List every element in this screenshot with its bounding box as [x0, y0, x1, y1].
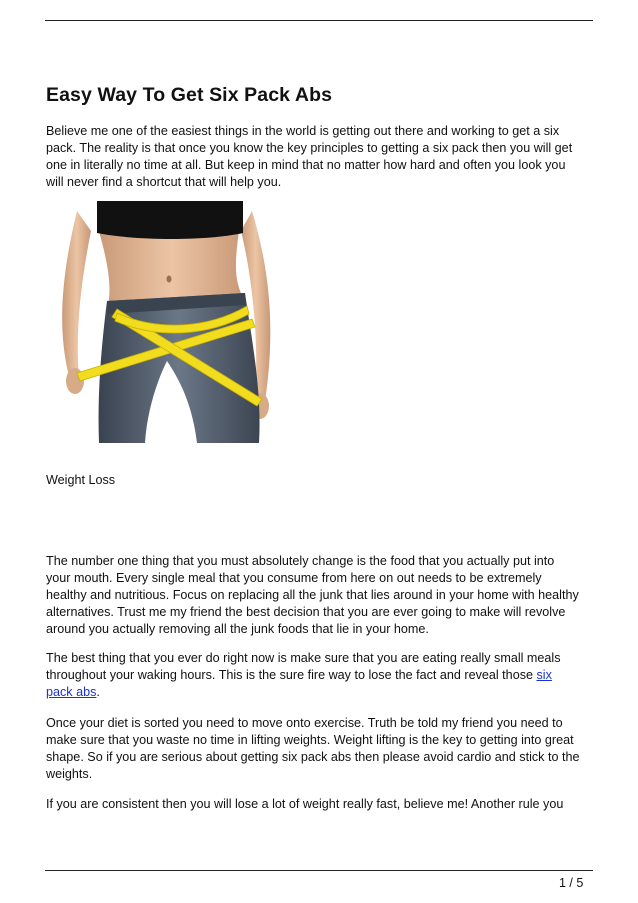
footer-rule — [45, 870, 593, 871]
article-title: Easy Way To Get Six Pack Abs — [46, 84, 333, 106]
text-segment: throughout your waking hours. This is the sure fire way to lose the fact and reveal those — [46, 668, 537, 682]
text-line: alternatives. Trust me my friend the best decision that you are ever going to make will revolve — [46, 605, 566, 619]
text-line: The best thing that you ever do right now is make sure that you are eating really small meals — [46, 651, 561, 665]
text-line: make sure that you waste no time in lifting weights. Weight lifting is the key to getting into great — [46, 733, 574, 747]
text-line: around you actually removing all the junk foods that lie in your home. — [46, 622, 429, 636]
page-number: 1 / 5 — [559, 876, 584, 890]
text-line: your mouth. Every single meal that you consume from here on out needs to be extremely — [46, 571, 542, 585]
diet-paragraph — [46, 553, 594, 638]
text-line — [46, 667, 594, 684]
consistency-paragraph — [46, 796, 594, 813]
text-line: The number one thing that you must absolutely change is the food that you actually put into — [46, 554, 555, 568]
small-meals-paragraph — [46, 650, 594, 701]
six-pack-abs-link-continued[interactable]: pack abs — [46, 685, 97, 699]
text-line: pack. The reality is that once you know the key principles to getting a six pack then you will get — [46, 141, 573, 155]
abs-measuring-tape-photo — [47, 201, 305, 443]
image-caption: Weight Loss — [46, 473, 116, 487]
header-rule — [45, 20, 593, 21]
text-line: healthy and nutritious. Focus on replacing all the junk that lies around in your home with healthy — [46, 588, 579, 602]
text-line: weights. — [46, 767, 93, 781]
exercise-paragraph — [46, 715, 594, 783]
text-line: will never find a shortcut that will help you. — [46, 175, 282, 189]
six-pack-abs-link[interactable]: six — [536, 668, 552, 682]
text-line: shape. So if you are serious about getting six pack abs then please avoid cardio and stick to the — [46, 750, 580, 764]
text-line: Once your diet is sorted you need to move onto exercise. Truth be told my friend you need to — [46, 716, 563, 730]
text-line — [46, 684, 594, 701]
text-line: one in literally no time at all. But keep in mind that no matter how hard and often you look you — [46, 158, 566, 172]
text-line: Believe me one of the easiest things in the world is getting out there and working to get a six — [46, 124, 560, 138]
text-segment: . — [96, 685, 100, 699]
intro-paragraph — [46, 123, 594, 191]
text-line: If you are consistent then you will lose a lot of weight really fast, believe me! Another rule you — [46, 797, 564, 811]
